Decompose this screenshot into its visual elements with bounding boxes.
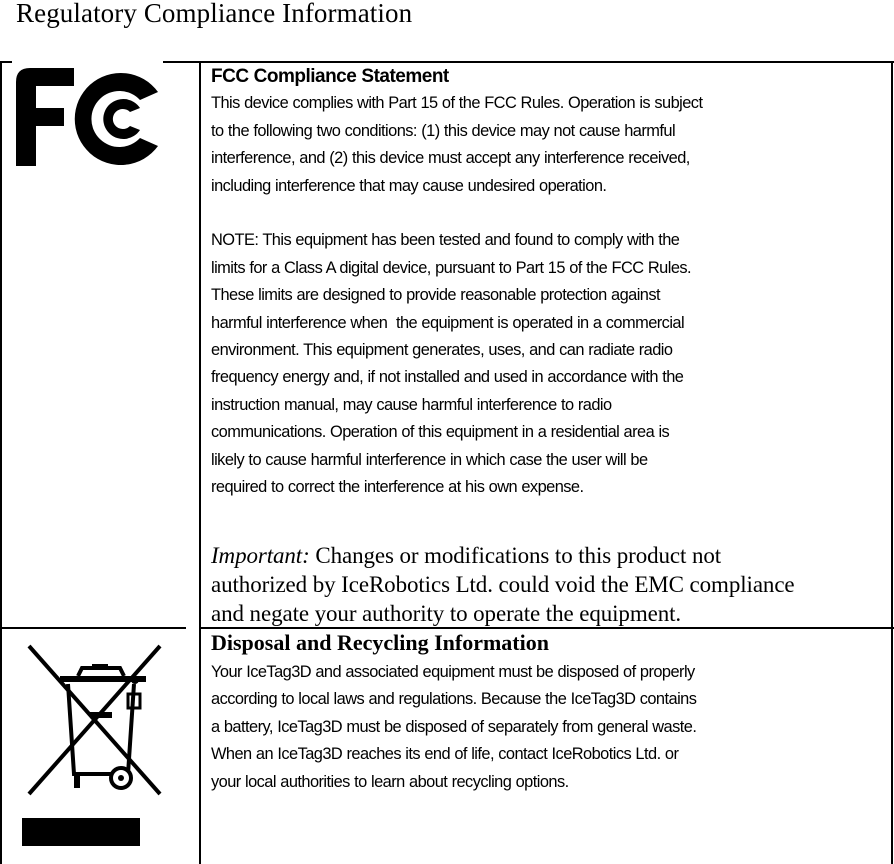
disposal-line: according to local laws and regulations. Because the IceTag3D contains bbox=[211, 690, 697, 709]
note-line: likely to cause harmful interference in which case the user will be bbox=[211, 450, 648, 469]
important-notice bbox=[211, 541, 795, 628]
fcc-paragraph-line: This device complies with Part 15 of the FCC Rules. Operation is subject bbox=[211, 94, 703, 113]
table-column-divider bbox=[199, 61, 201, 864]
disposal-line: Your IceTag3D and associated equipment must be disposed of properly bbox=[211, 663, 695, 681]
fcc-text-block bbox=[211, 63, 887, 501]
important-line: Changes or modifications to this product not bbox=[309, 543, 722, 568]
note-line: NOTE: This equipment has been tested and found to comply with the bbox=[211, 231, 680, 250]
note-line: required to correct the interference at his own expense. bbox=[211, 478, 584, 497]
disposal-line: a battery, IceTag3D must be disposed of separately from general waste. bbox=[211, 717, 697, 736]
fcc-paragraph-line: including interference that may cause undesired operation. bbox=[211, 176, 607, 195]
page-title: Regulatory Compliance Information bbox=[16, 0, 413, 28]
disposal-line: When an IceTag3D reaches its end of life, contact IceRobotics Ltd. or bbox=[211, 745, 679, 764]
table-border-left bbox=[0, 61, 2, 864]
note-line: frequency energy and, if not installed and used in accordance with the bbox=[211, 368, 684, 387]
note-line: communications. Operation of this equipment in a residential area is bbox=[211, 423, 670, 442]
fcc-logo-icon bbox=[12, 64, 162, 170]
disposal-heading: Disposal and Recycling Information bbox=[211, 630, 549, 655]
weee-crossed-bin-icon bbox=[20, 636, 170, 864]
important-label: Important: bbox=[211, 543, 310, 568]
disposal-text-block bbox=[211, 659, 887, 796]
fcc-paragraph-line: interference, and (2) this device must accept any interference received, bbox=[211, 149, 690, 168]
note-line: environment. This equipment generates, uses, and can radiate radio bbox=[211, 341, 673, 360]
table-row-divider-left bbox=[0, 627, 186, 629]
spacer bbox=[211, 200, 887, 227]
note-line: limits for a Class A digital device, pursuant to Part 15 of the FCC Rules. bbox=[211, 258, 692, 277]
note-line: These limits are designed to provide reasonable protection against bbox=[211, 286, 661, 305]
note-line: instruction manual, may cause harmful interference to radio bbox=[211, 395, 612, 414]
important-line: authorized by IceRobotics Ltd. could void the EMC compliance bbox=[211, 572, 795, 597]
fcc-heading: FCC Compliance Statement bbox=[211, 66, 449, 87]
note-line: harmful interference when the equipment is operated in a commercial bbox=[211, 313, 685, 332]
disposal-line: your local authorities to learn about recycling options. bbox=[211, 772, 569, 791]
important-line: and negate your authority to operate the equipment. bbox=[211, 601, 682, 626]
fcc-paragraph-line: to the following two conditions: (1) this device may not cause harmful bbox=[211, 121, 676, 140]
table-border-right bbox=[891, 61, 893, 864]
